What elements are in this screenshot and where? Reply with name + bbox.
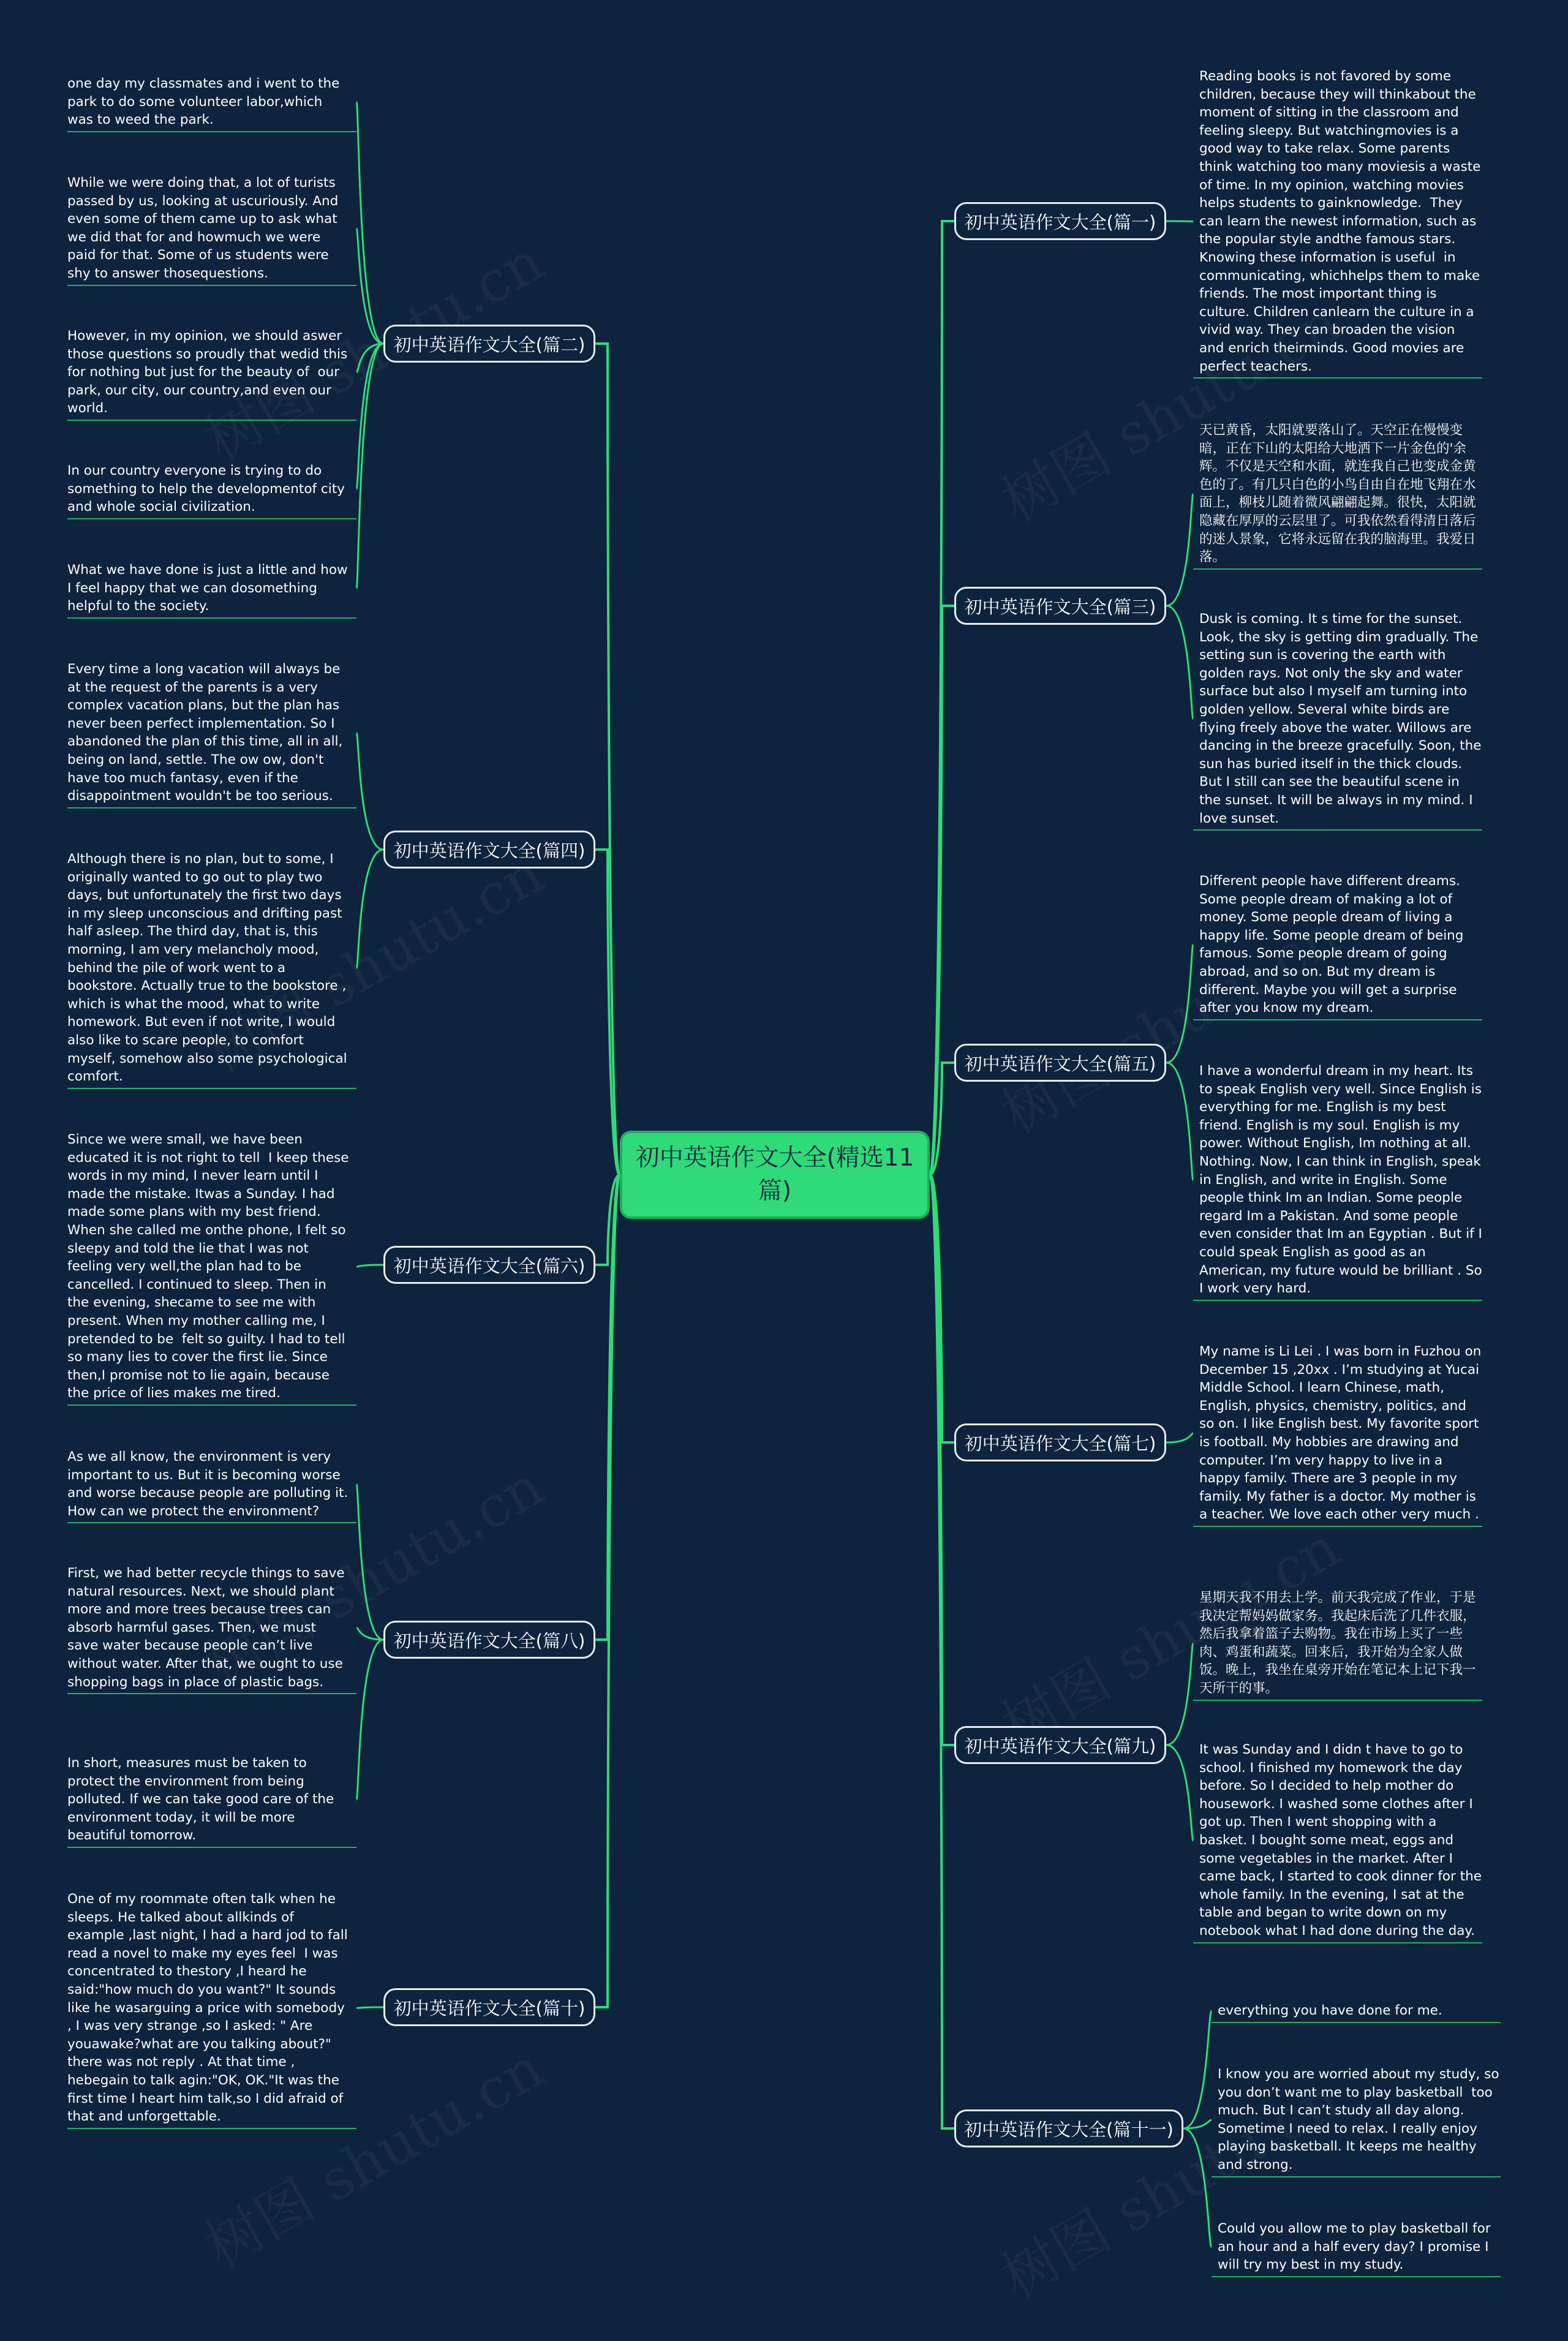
leaf-text: While we were doing that, a lot of turists passed by us, looking at uscuriously. And even some of them came up to ask what we did that for and howmuch we were paid for that. Some of us students were shy to answer thosequestions. [67,175,343,281]
connector-line [1166,1063,1193,1180]
connector-line [356,344,383,589]
connector-line [356,850,383,968]
connector-line [1166,1643,1193,1745]
leaf-text: Dusk is coming. It s time for the sunset. Look, the sky is getting dim gradually. The setting sun is covering the earth with golden rays. Not only the sky and water surface but also I myself am turning into golden yellow. Several white birds are flying freely above the water. Willows are dancing in the breeze gracefully. Soon, the sun has buried itself in the thick clouds. But I still can see the beautiful scene in the sunset. It will be always in my mind. I love sunset. [1199,611,1486,826]
connector-line [356,228,383,344]
branch-topic[interactable]: 初中英语作文大全(篇六) [383,1246,595,1284]
leaf-text: Could you allow me to play basketball for an hour and a half every day? I promise I will try my best in my study. [1218,2221,1495,2273]
connector-line [1166,945,1193,1063]
connector-line [1166,221,1193,222]
connector-line [1166,494,1193,606]
branch-topic[interactable]: 初中英语作文大全(篇二) [383,325,595,363]
leaf-text: My name is Li Lei . I was born in Fuzhou on December 15 ,20xx . I’m studying at Yucai Middle School. I learn Chinese, math, English, physics, chemistry, politics, and so on. I like English best. My favorite sport is football. My hobbies are drawing and computer. I’m very happy to live in a happy family. There are 3 people in my family. My father is a doctor. My mother is a teacher. We love each other very much . [1199,1344,1486,1523]
leaf-text: It was Sunday and I didn t have to go to school. I finished my homework the day before. So I decided to help mother do housework. I washed some clothes after I got up. Then I went shopping with a basket. I bought some meat, eggs and some vegetables in the market. After I came back, I started to cook dinner for the whole family. In the evening, I sat at the table and began to write down on my notebook what I had done during the day. [1199,1742,1486,1939]
leaf-text: In short, measures must be taken to protect the environment from being polluted. If we can take good care of the environment today, it will be more beautiful tomorrow. [67,1755,339,1844]
leaf-text: one day my classmates and i went to the park to do some volunteer labor,which was to weed the park. [67,76,344,128]
branch-topic[interactable]: 初中英语作文大全(篇四) [383,831,595,869]
connector-line [1166,1745,1193,1841]
leaf-text: Since we were small, we have been educated it is not right to tell I keep these words in my mind, I never learn until I made the mistake. Itwas a Sunday. I had made some plans with my best friend. When she called me onthe phone, I felt so sleepy and told the lie that I was not feeling very well,the plan had to be cancelled. I continued to sleep. Then in the evening, shecame to see me with present. When my mother calling me, I pretended to be felt so guilty. I had to tell so many lies to cover the first lie. Since then,I promise not to lie again, because the price of lies makes me tired. [67,1132,353,1401]
leaf-text: I have a wonderful dream in my heart. Its to speak English very well. Since English is everything for me. English is my best friend. English is my soul. English is my power. Without English, Im nothing at all. Nothing. Now, I can think in English, speak in English, and write in English. Some people think Im an Indian. Some people regard Im a Pakistan. And some people even consider that Im an Egyptian . But if I could speak English as good as an American, my future would be brilliant . So I work very hard. [1199,1063,1487,1297]
branch-topic[interactable]: 初中英语作文大全(篇十) [383,1988,595,2026]
leaf-text: However, in my opinion, we should aswer those questions so proudly that wedid this for nothing but just for the beauty of our park, our city, our country,and even our world. [67,328,352,417]
connector-line [356,1484,383,1640]
leaf-text: First, we had better recycle things to save natural resources. Next, we should plant more and more trees because trees can absorb harmful gases. Then, we must save water because people can’t live without water. After that, we ought to use shopping bags in place of plastic bags. [67,1566,353,1690]
connector-line [356,344,383,372]
branch-topic[interactable]: 初中英语作文大全(篇九) [954,1726,1166,1764]
connector-line [356,344,383,489]
leaf-text: What we have done is just a little and how I feel happy that we can dosomething helpful to the society. [67,562,352,614]
leaf-text: 星期天我不用去上学。前天我完成了作业，于是我决定帮妈妈做家务。我起床后洗了几件衣服，然后我拿着篮子去购物。我在市场上买了一些肉、鸡蛋和蔬菜。回来后，我开始为全家人做饭。晚上，我坐在桌旁开始在笔记本上记下我一天所干的事。 [1199,1590,1476,1696]
branch-topic[interactable]: 初中英语作文大全(篇五) [954,1044,1166,1082]
connector-line [356,733,383,850]
connector-line [595,344,620,1175]
leaf-text: everything you have done for me. [1218,2003,1442,2018]
connector-line [1166,606,1193,719]
leaf-text: In our country everyone is trying to do something to help the developmentof city and whole social civilization. [67,463,349,515]
leaf-text: I know you are worried about my study, so you don’t want me to play basketball too much. But I can’t study all day along. Sometime I need to relax. I really enjoy playing basketball. It keeps me healthy and strong. [1218,2067,1504,2173]
leaf-text: 天已黄昏，太阳就要落山了。天空正在慢慢变暗，正在下山的太阳给大地洒下一片金色的'余辉。不仅是天空和水面，就连我自己也变成金黄色的了。有几只白色的小鸟自由自在地飞翔在水面上，柳枝儿随着微风翩翩起舞。很快，太阳就隐藏在厚厚的云层里了。可我依然看得清日落后的迷人景象，它将永远留在我的脑海里。我爱日落。 [1199,423,1476,565]
connector-line [356,2007,383,2008]
connector-line [930,1175,954,1745]
connector-line [1183,2128,1212,2247]
connector-line [1166,1433,1193,1442]
branch-topic[interactable]: 初中英语作文大全(篇十一) [954,2109,1183,2147]
connector-line [1183,2011,1212,2128]
leaf-text: One of my roommate often talk when he sleeps. He talked about allkinds of example ,last night, I had a hard jod to fall read a novel to make my eyes feel I was concentrated to thestory ,I heard he said:"how much do you want?" It sounds like he wasarguing a price with somebody , I was very strange ,so I asked: " Are youawake?what are you talking about?" there was not reply . At that time , hebegain to talk agin:"OK, OK."It was the first time I heart him talk,so I did afraid of that and unforgettable. [67,1891,356,2125]
branch-topic[interactable]: 初中英语作文大全(篇三) [954,587,1166,625]
leaf-text: Different people have different dreams. Some people dream of making a lot of money. Some people dream of living a happy life. Some people dream of being famous. Some people dream of going abroad, and so on. But my dream is different. Maybe you will get a surprise after you know my dream. [1199,873,1468,1016]
leaf-text: Although there is no plan, but to some, I originally wanted to go out to play two days, but unfortunately the first two days in my sleep unconscious and drifting past half asleep. The third day, that is, this morning, I am very melancholy mood, behind the pile of work went to a bookstore. Actually true to the bookstore , which is what the mood, what to write homework. But even if not write, I would also like to scare people, to comfort myself, somehow also some psychological comfort. [67,851,352,1085]
connector-line [356,1640,383,1800]
branch-topic[interactable]: 初中英语作文大全(篇七) [954,1423,1166,1461]
root-topic[interactable]: 初中英语作文大全(精选11篇) [620,1131,930,1219]
branch-topic[interactable]: 初中英语作文大全(篇一) [954,202,1166,240]
branch-topic[interactable]: 初中英语作文大全(篇八) [383,1621,595,1659]
connector-line [356,102,383,344]
connector-line [356,1265,383,1267]
leaf-text: Every time a long vacation will always be at the request of the parents is a very complex vacation plans, but the plan has never been perfect implementation. So I abandoned the plan of this time, all in all, being on land, settle. The ow ow, don't have too much fantasy, even if the disappointment wouldn't be too serious. [67,662,352,804]
leaf-text: As we all know, the environment is very important to us. But it is becoming worse and worse because people are polluting it. How can we protect the environment? [67,1449,353,1519]
leaf-text: Reading books is not favored by some children, because they will thinkabout the moment of sitting in the classroom and feeling sleepy. But watchingmovies is a good way to take relax. Some parents think watching too many moviesis a waste of time. In my opinion, watching movies helps students to gainknowledge. They can learn the newest information, such as the popular style andthe famous stars. Knowing these information is useful in communicating, whichhelps them to make friends. The most important thing is culture. Children canlearn the culture in a vivid way. They can broaden the vision and enrich theirminds. Good movies are perfect teachers. [1199,69,1485,374]
